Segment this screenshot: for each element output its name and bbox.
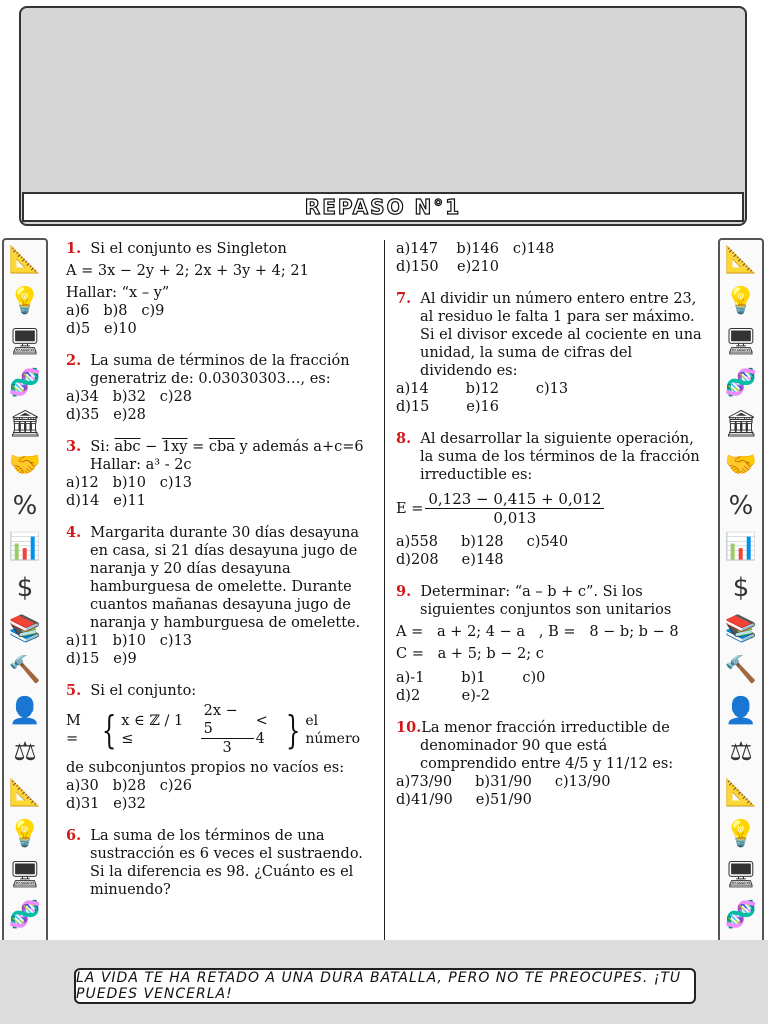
numeral-1xy: 1xy (161, 439, 188, 455)
question-number: 6 (66, 827, 77, 844)
options-row-1: a)-1 b)1 c)0 (396, 670, 546, 686)
percent-icon: % (12, 491, 38, 522)
question-stem: Al desarrollar la siguiente operación, la suma de los términos de la fracción irreductible es: (420, 431, 700, 483)
judge-icon: 👤 (724, 695, 758, 726)
bar-chart-icon: 📊 (8, 532, 42, 563)
options-row-1: a)30 b)28 c)26 (66, 778, 193, 794)
column-divider (384, 240, 385, 942)
question-8: 8. Al desarrollar la siguiente operación, la suma de los términos de la fracción irreductible es: E = $\frac{0,123 - 0,415 + 0,012}{0,013}$ a)558 b)128 c)540 d)208 e)148 (396, 430, 708, 569)
lightbulb-gear-icon: 💡 (8, 286, 42, 317)
right-brace: } (286, 707, 301, 752)
lightbulb-gear-icon: 💡 (8, 818, 42, 849)
question-6: 6. La suma de los términos de una sustracción es 6 veces el sustraendo. Si la diferencia es 98. ¿Cuánto es el minuendo? (66, 827, 363, 898)
options-row-1: a)11 b)10 c)13 (66, 633, 193, 649)
set-expression: A = 3x − 2y + 2; 2x + 3y + 4; 21 (66, 263, 309, 279)
options-row-2: d)14 e)11 (66, 493, 146, 509)
dna-icon: 🧬 (8, 900, 42, 931)
options-row-2: d)150 e)210 (396, 259, 499, 275)
options-row-2: d)15 e)16 (396, 399, 499, 415)
gavel-icon: 🔨 (724, 654, 758, 685)
question-3: 3. Si: $\overline{abc} - 1xy = \overline{cba}$ y además a+c=6 Hallar: a³ - 2c a)12 b)10 c)13 d)14 e)11 (66, 438, 376, 510)
options-row-1: a)147 b)146 c)148 (396, 241, 555, 257)
triangle-ruler-icon: 📐 (8, 777, 42, 808)
question-number: 3 (66, 438, 77, 455)
right-icon-strip (718, 238, 764, 1020)
gavel-icon: 🔨 (8, 654, 42, 685)
question-number: 9 (396, 583, 407, 600)
options-row-2: d)208 e)148 (396, 552, 504, 568)
question-7: 7. Al dividir un número entero entre 23, al residuo le falta 1 para ser máximo. Si el divisor excede al cociente en una unidad, la suma de cifras del dividendo es: a)14 b)12 c)13 d)15 e)16 (396, 290, 708, 416)
question-number: 1 (66, 240, 77, 257)
percent-icon: % (728, 491, 754, 522)
question-ask: Hallar: a³ - 2c (90, 457, 192, 473)
bank-icon: 🏛 (724, 409, 758, 440)
options-row-2: d)15 e)9 (66, 651, 137, 667)
numeral-abc: $\overline{abc}$ (114, 439, 141, 455)
stem-prefix: Si: (90, 439, 115, 455)
question-number: 10 (396, 719, 417, 736)
set-condition-end: < 4 (255, 712, 268, 747)
triangle-ruler-icon: 📐 (8, 245, 42, 276)
question-stem: Si el conjunto es Singleton (90, 241, 287, 257)
fraction (425, 490, 604, 527)
lightbulb-gear-icon: 💡 (724, 286, 758, 317)
dna-icon: 🧬 (8, 368, 42, 399)
question-stem: Al dividir un número entero entre 23, al residuo le falta 1 para ser máximo. Si el divisor excede al cociente en una unidad, la suma de cifras del dividendo es: (420, 291, 702, 379)
dollar-coin-icon: $ (16, 572, 34, 603)
scales-icon: ⚖ (13, 736, 37, 767)
stem-condition: y además a+c=6 (234, 439, 364, 455)
left-icon-strip (2, 238, 48, 1020)
triangle-ruler-icon: 📐 (724, 245, 758, 276)
title-bar (22, 192, 744, 222)
set-condition: x ∈ ℤ ∕ 1 ≤ (121, 712, 184, 747)
question-number: 8 (396, 430, 407, 447)
question-stem: La menor fracción irreductible de denominador 90 que está comprendido entre 4/5 y 11/12 es: (420, 720, 674, 772)
options-row-1: a)73/90 b)31/90 c)13/90 (396, 774, 611, 790)
question-4: 4. Margarita durante 30 días desayuna en casa, si 21 días desayuna jugo de naranja y 20 días desayuna hamburguesa de omelette. Durante cuantos mañanas desayuna jugo de naranja y hamburguesa de omelette. a)11 b)10 c)13 d)15 e)9 (66, 524, 376, 668)
books-icon: 📚 (724, 613, 758, 644)
stem-continuation: el número (305, 712, 361, 747)
question-ask: de subconjuntos propios no vacíos es: (66, 760, 345, 776)
question-number: 2 (66, 352, 77, 369)
judge-icon: 👤 (8, 695, 42, 726)
question-6-options (396, 240, 708, 276)
scales-icon: ⚖ (729, 736, 753, 767)
question-10: 10.La menor fracción irreductible de denominador 90 que está comprendido entre 4/5 y 11/12 es: a)73/90 b)31/90 c)13/90 d)41/90 e)51/90 (396, 719, 708, 809)
equals-sign: = (187, 439, 209, 455)
options-row-1: a)14 b)12 c)13 (396, 381, 569, 397)
right-column (396, 240, 708, 823)
motivational-message: LA VIDA TE HA RETADO A UNA DURA BATALLA, PERO NO TE PREOCUPES. ¡TÚ PUEDES VENCERLA! (76, 970, 682, 1002)
question-stem: Determinar: “a – b + c”. Si los siguientes conjuntos son unitarios (420, 584, 672, 618)
question-9: 9. Determinar: “a – b + c”. Si los siguientes conjuntos son unitarios A = a + 2; 4 − a , B = 8 − b; b − 8 C = a + 5; b − 2; c a)-1 b)1 c)0 d)2 e)-2 (396, 583, 708, 705)
fraction (201, 702, 254, 757)
options-row-2: d)31 e)32 (66, 796, 146, 812)
set-expression-ab: A = a + 2; 4 − a , B = 8 − b; b − 8 (396, 624, 679, 640)
fraction-numerator: 0,123 − 0,415 + 0,012 (425, 490, 604, 509)
handshake-icon: 🤝 (8, 450, 42, 481)
left-column (66, 240, 376, 913)
exercise-sheet (60, 240, 710, 945)
minus-sign: − (140, 439, 162, 455)
question-1: 1. Si el conjunto es Singleton A = 3x − 2y + 2; 2x + 3y + 4; 21 Hallar: “x – y” a)6 b)8 c)9 d)5 e)10 (66, 240, 376, 338)
dna-icon: 🧬 (724, 900, 758, 931)
options-row-1: a)558 b)128 c)540 (396, 534, 569, 550)
triangle-ruler-icon: 📐 (724, 777, 758, 808)
options-row-1: a)12 b)10 c)13 (66, 475, 193, 491)
question-stem: La suma de términos de la fracción generatriz de: 0.03030303…, es: (90, 353, 350, 387)
question-stem: Margarita durante 30 días desayuna en casa, si 21 días desayuna jugo de naranja y 20 días desayuna hamburguesa de omelette. Durante cuantos mañanas desayuna jugo de naranja y hamburguesa de omelette. (90, 525, 361, 631)
lightbulb-gear-icon: 💡 (724, 818, 758, 849)
question-2: 2. La suma de términos de la fracción generatriz de: 0.03030303…, es: a)34 b)32 c)28 d)35 e)28 (66, 352, 376, 424)
numeral-cba: $\overline{cba}$ (208, 439, 235, 455)
question-5: 5. Si el conjunto: M = { x ∈ ℤ ∕ 1 ≤ $\frac{2x - 5}{3}$ < 4 } el número de subconjuntos propios no vacíos es: a)30 b)28 c)26 d)31 e)32 (66, 682, 376, 813)
question-number: 7 (396, 290, 407, 307)
question-stem: La suma de los términos de una sustracción es 6 veces el sustraendo. Si la diferencia es 98. ¿Cuánto es el minuendo? (90, 828, 363, 898)
expression-label: E = (396, 500, 424, 517)
set-expression-c: C = a + 5; b − 2; c (396, 646, 544, 662)
operation-expression (396, 490, 708, 527)
computer-icon: 🖥 (724, 327, 758, 358)
bar-chart-icon: 📊 (724, 532, 758, 563)
options-row-2: d)5 e)10 (66, 321, 137, 337)
dna-icon: 🧬 (724, 368, 758, 399)
fraction-numerator: 2x − 5 (201, 702, 254, 739)
question-ask: Hallar: “x – y” (66, 285, 170, 301)
question-number: 5 (66, 682, 77, 699)
options-row-2: d)2 e)-2 (396, 688, 491, 704)
fraction-denominator: 0,013 (493, 509, 537, 527)
computer-icon: 🖥 (724, 859, 758, 890)
motivational-banner (74, 968, 696, 1004)
fraction-denominator: 3 (222, 740, 232, 756)
options-row-1: a)34 b)32 c)28 (66, 389, 193, 405)
books-icon: 📚 (8, 613, 42, 644)
options-row-1: a)6 b)8 c)9 (66, 303, 165, 319)
handshake-icon: 🤝 (724, 450, 758, 481)
left-brace: { (101, 707, 117, 752)
page-title: REPASO N°1 (304, 195, 462, 219)
options-row-2: d)35 e)28 (66, 407, 146, 423)
bank-icon: 🏛 (8, 409, 42, 440)
computer-icon: 🖥 (8, 327, 42, 358)
question-stem: Si el conjunto: (90, 683, 197, 699)
question-number: 4 (66, 524, 77, 541)
dollar-coin-icon: $ (732, 572, 750, 603)
set-builder-expression (66, 702, 376, 757)
set-name: M = (66, 712, 81, 747)
computer-icon: 🖥 (8, 859, 42, 890)
options-row-2: d)41/90 e)51/90 (396, 792, 532, 808)
